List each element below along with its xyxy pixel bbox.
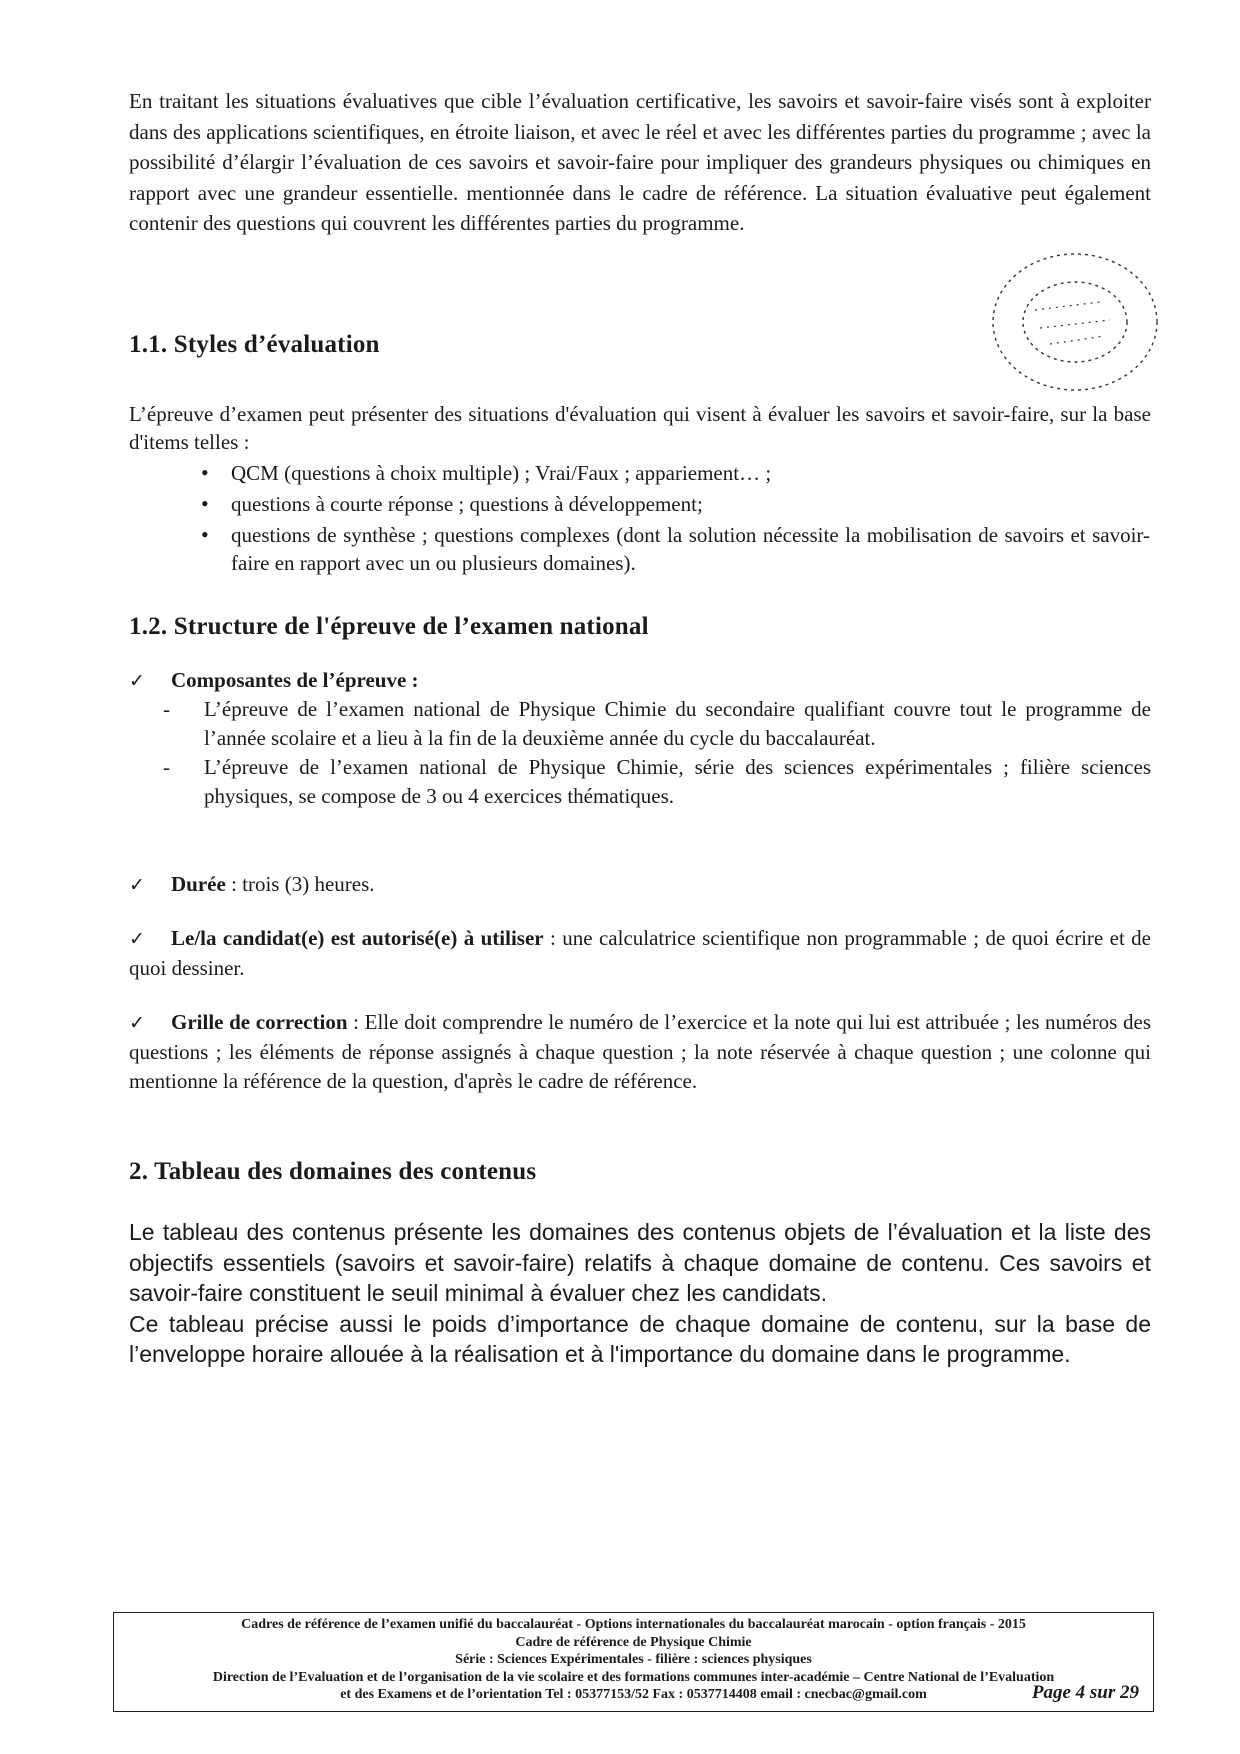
evaluation-styles-list	[205, 459, 1150, 580]
list-item: • questions à courte réponse ; questions à développement;	[205, 490, 1150, 518]
composantes-label: Composantes de l’épreuve :	[171, 668, 419, 692]
autorise-label: Le/la candidat(e) est autorisé(e) à utiliser	[171, 926, 544, 950]
footer-line-1: Cadres de référence de l’examen unifié du baccalauréat - Options internationales du baccalauréat marocain - option français - 2015	[241, 1617, 1026, 1632]
list-item: • QCM (questions à choix multiple) ; Vrai/Faux ; appariement… ;	[205, 459, 1150, 487]
heading-structure-epreuve: 1.2. Structure de l'épreuve de l’examen national	[129, 613, 649, 640]
footer-line-5-row	[114, 1682, 1153, 1704]
checkmark-icon: ✓	[129, 928, 145, 950]
autorise-item	[129, 924, 1151, 983]
list-item: - L’épreuve de l’examen national de Physique Chimie du secondaire qualifiant couvre tout le programme de l’année scolaire et a lieu à la fin de la deuxième année du cycle du baccalauréat.	[161, 695, 1151, 753]
tableau-paragraph-2: Ce tableau précise aussi le poids d’importance de chaque domaine de contenu, sur la base de l’enveloppe horaire allouée à la réalisation et à l'importance du domaine dans le programme.	[129, 1310, 1151, 1367]
page-footer	[113, 1612, 1154, 1712]
checkmark-icon: ✓	[129, 670, 145, 692]
styles-intro: L’épreuve d’examen peut présenter des situations d'évaluation qui visent à évaluer les savoirs et savoir-faire, sur la base d'items telles :	[129, 402, 1151, 454]
list-item: - L’épreuve de l’examen national de Physique Chimie, série des sciences expérimentales ; filière sciences physiques, se compose de 3 ou 4 exercices thématiques.	[161, 753, 1151, 811]
checkmark-icon: ✓	[129, 874, 145, 896]
duree-label: Durée	[171, 872, 226, 896]
footer-line-2: Cadre de référence de Physique Chimie	[515, 1634, 752, 1650]
official-stamp	[980, 240, 1170, 405]
tableau-paragraph-1: Le tableau des contenus présente les domaines des contenus objets de l’évaluation et la liste des objectifs essentiels (savoirs et savoir-faire) relatifs à chaque domaine de contenu. Ces savoirs et savoir-faire constituent le seuil minimal à évaluer chez les candidats.	[129, 1219, 1151, 1306]
grille-item	[129, 1008, 1151, 1096]
footer-line-5: et des Examens et de l’orientation Tel : 05377153/52 Fax : 0537714408 email : cnecbac@gmail.com	[340, 1687, 927, 1703]
footer-line-3: Série : Sciences Expérimentales - filière : sciences physiques	[455, 1652, 812, 1668]
list-item: • questions de synthèse ; questions complexes (dont la solution nécessite la mobilisation de savoirs et savoir-faire en rapport avec un ou plusieurs domaines).	[205, 521, 1150, 577]
duree-text: : trois (3) heures.	[225, 872, 375, 896]
composantes-list	[161, 695, 1151, 811]
checkmark-icon: ✓	[129, 1012, 145, 1034]
footer-line-4: Direction de l’Evaluation et de l’organisation de la vie scolaire et des formations communes inter-académie – Centre National de l’Evaluation	[212, 1669, 1055, 1685]
composantes-item	[129, 666, 1151, 696]
heading-tableau-domaines: 2. Tableau des domaines des contenus	[129, 1158, 537, 1185]
autorise-text: : une calculatrice scientifique non programmable ; de quoi écrire et de quoi dessiner.	[129, 926, 1152, 980]
grille-label: Grille de correction	[171, 1010, 348, 1034]
heading-styles-evaluation: 1.1. Styles d’évaluation	[129, 331, 380, 358]
duree-item	[129, 870, 1151, 900]
grille-text: : Elle doit comprendre le numéro de l’exercice et la note qui lui est attribuée ; les numéros des questions ; les éléments de réponse assignés à chaque question ; la note réservée à chaque question ; une colonne qui mentionne la référence de la question, d'après le cadre de référence.	[129, 1010, 1151, 1093]
page-number: Page 4 sur 29	[1031, 1682, 1139, 1704]
tableau-description	[129, 1217, 1151, 1370]
intro-paragraph: En traitant les situations évaluatives que cible l’évaluation certificative, les savoirs et savoir-faire visés sont à exploiter dans des applications scientifiques, en étroite liaison, et avec le réel et avec les différentes parties du programme ; avec la possibilité d’élargir l’évaluation de ces savoirs et savoir-faire pour impliquer des grandeurs physiques ou chimiques en rapport avec une grandeur essentielle. mentionnée dans le cadre de référence. La situation évaluative peut également contenir des questions qui couvrent les différentes parties du programme.	[129, 89, 1151, 236]
